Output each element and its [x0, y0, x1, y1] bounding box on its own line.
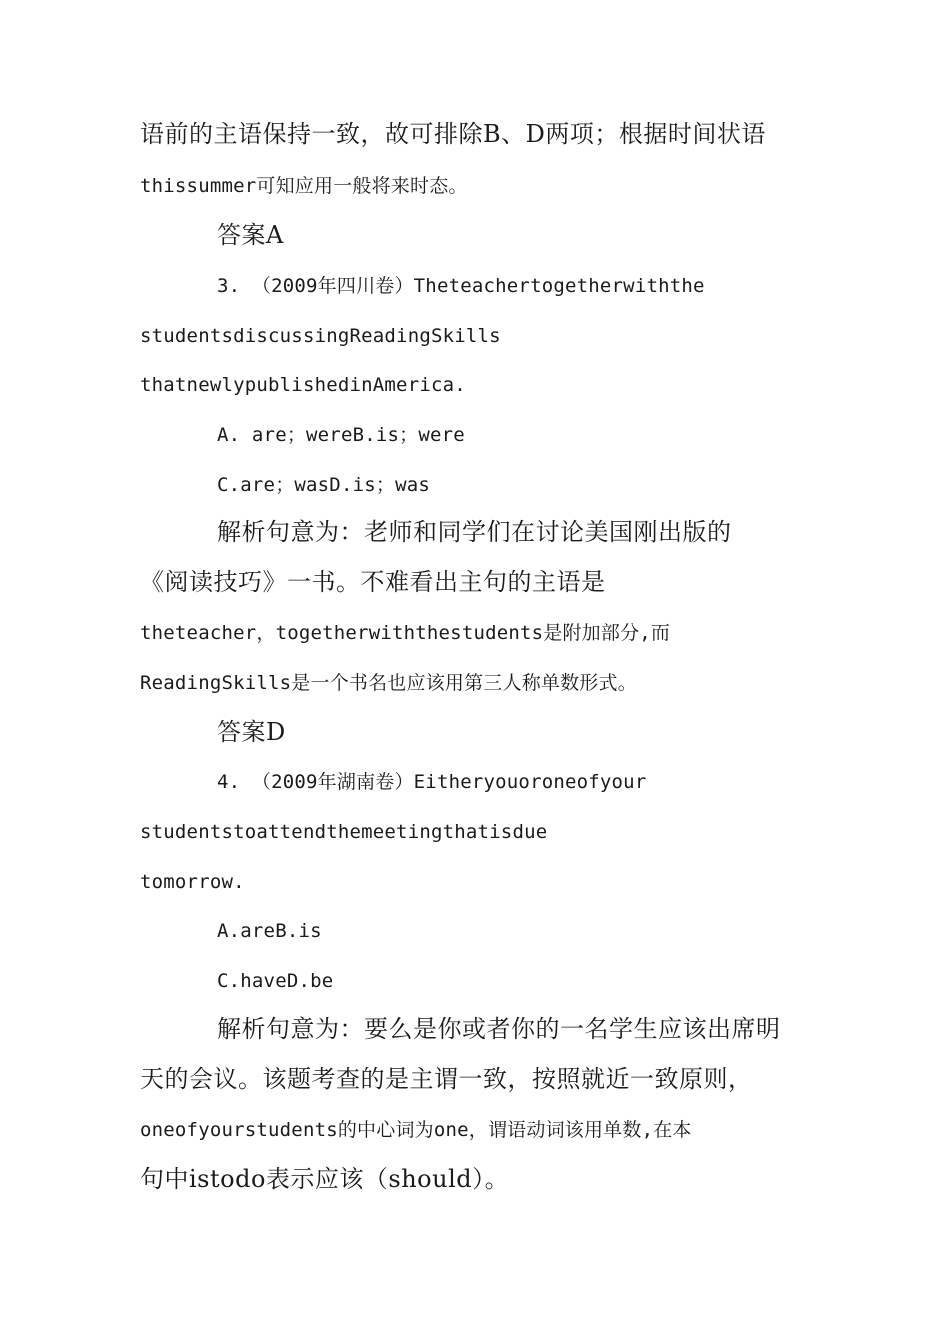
analysis-line: 句中istodo表示应该（should）。 — [140, 1165, 510, 1193]
answer-label: 答案D — [217, 718, 286, 746]
analysis-line: oneofyourstudents的中心词为one，谓语动词该用单数,在本 — [140, 1119, 692, 1141]
analysis-line: 解析句意为：老师和同学们在讨论美国刚出版的 — [217, 518, 732, 546]
answer-label: 答案A — [217, 221, 284, 249]
option-line: C.haveD.be — [217, 970, 334, 992]
question-stem: studentsdiscussingReadingSkills — [140, 325, 501, 347]
option-line: A. are；wereB.is；were — [217, 424, 465, 446]
question-stem: tomorrow. — [140, 871, 245, 893]
analysis-line: theteacher，togetherwiththestudents是附加部分,而 — [140, 622, 671, 644]
text-line: 语前的主语保持一致，故可排除B、D两项；根据时间状语 — [140, 120, 766, 148]
option-line: A.areB.is — [217, 920, 322, 942]
analysis-line: 《阅读技巧》一书。不难看出主句的主语是 — [140, 568, 606, 596]
question-stem: studentstoattendthemeetingthatisdue — [140, 821, 548, 843]
analysis-line: 天的会议。该题考查的是主谓一致，按照就近一致原则， — [140, 1065, 753, 1093]
analysis-line: ReadingSkills是一个书名也应该用第三人称单数形式。 — [140, 672, 637, 694]
text-line: thissummer可知应用一般将来时态。 — [140, 175, 468, 197]
question-stem: 4. （2009年湖南卷）Eitheryouoroneofyour — [217, 771, 647, 793]
question-stem: thatnewlypublishedinAmerica. — [140, 374, 466, 396]
option-line: C.are；wasD.is；was — [217, 474, 430, 496]
question-stem: 3. （2009年四川卷）Theteachertogetherwiththe — [217, 275, 705, 297]
analysis-line: 解析句意为：要么是你或者你的一名学生应该出席明 — [217, 1015, 781, 1043]
